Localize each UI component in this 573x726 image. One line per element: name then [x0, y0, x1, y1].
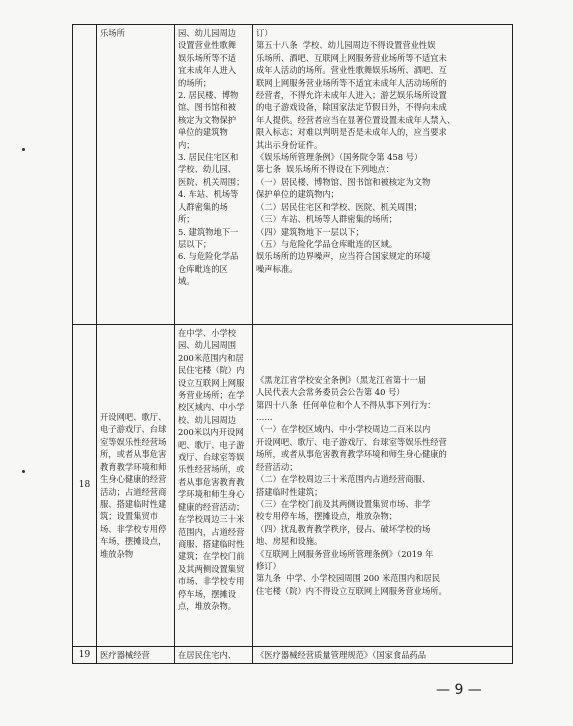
row-number: 19 [73, 647, 97, 664]
text-line: 《黑龙江省学校安全条例》（黑龙江省第十一届 [256, 374, 427, 385]
category-cell: 乐场所 [97, 25, 175, 325]
text-line: 经营者，不得允许未成年人进入；游艺娱乐场所设置 [256, 90, 447, 101]
text-line: （四）扰乱教育教学秩序，侵占、破坏学校的场 [256, 523, 431, 534]
text-line: 层以下； [178, 238, 212, 249]
row-number [73, 25, 97, 325]
text-line: （二）居民住宅区和学校、医院、机关周围； [256, 201, 422, 212]
text-line: 搭建临时性建筑； [256, 486, 323, 497]
text-line: 内； [178, 139, 195, 150]
text-line: 成年人活动的场所。营业性歌舞娱乐场所、酒吧、互 [256, 65, 447, 76]
table-row [73, 325, 513, 647]
table-row [73, 647, 513, 664]
text-line: （一）在学校区域内、中小学校周边二百米以内 [256, 424, 431, 435]
text-line: 住宅楼（院）内不得设立互联网上网服务营业场所。 [256, 585, 447, 596]
basis-lines [256, 374, 509, 597]
text-line: 医院、机关周围； [178, 176, 245, 187]
basis-cell [253, 25, 513, 325]
category-cell: 医疗器械经营 [97, 647, 175, 664]
regulation-table [72, 24, 513, 664]
location-cell [175, 25, 253, 325]
text-line: 校专用停车场，摆摊设点，堆放杂物； [256, 511, 398, 522]
text-line: （五）与危险化学品仓库毗连的区域。 [256, 238, 398, 249]
text-line: 4. 车站、机场等 [178, 189, 239, 200]
text-line: 场所，或者从事危害教育教学环境和师生身心健康的 [256, 449, 447, 460]
text-line: 限入标志；对难以判明是否是未成年人的，应当要求 [256, 127, 447, 138]
basis-lines [256, 27, 509, 275]
text-line: （一）居民楼、博物馆、图书馆和被核定为文物 [256, 176, 431, 187]
basis-cell: 《医疗器械经营质量管理规范》（国家食品药品 [253, 647, 513, 664]
text-line: 《娱乐场所管理条例》（国务院令第 458 号） [256, 152, 423, 163]
text-line: 设置营业性歌舞 [178, 40, 237, 51]
text-line: 噪声标准。 [256, 263, 298, 274]
text-line: 保护单位的建筑物内； [256, 189, 339, 200]
text-line: 修订） [256, 560, 281, 571]
text-line: 的电子游戏设备，除国家法定节假日外，不得向未成 [256, 102, 447, 113]
text-line: 订） [256, 28, 273, 38]
text-line: 域。 [178, 276, 195, 287]
text-line: 宜未成年人进入 [178, 65, 237, 76]
text-line: 学校、幼儿园、 [178, 164, 237, 175]
text-line: 娱乐场所等不适 [178, 52, 237, 63]
row-number: 18 [73, 325, 97, 647]
text-line: 第四十八条 任何单位和个人不得从事下列行为： [256, 399, 436, 410]
basis-cell [253, 325, 513, 647]
text-line: 仓库毗连的区 [178, 263, 228, 274]
text-line: 第九条 中学、小学校园周围 200 米范围内和居民 [256, 573, 441, 584]
location-cell: 在中学、小学校园、幼儿园周围200米范围内和居民住宅楼（院）内设立互联网上网服务营业场所；在学校区域内、中小学校、幼儿园周边200米以内开设网吧、歌厅、电子游戏厅、台球室等娱乐性经营场所，或者从事危害教育教学环境和师生身心健康的经营活动；在学校周边三十米范围内，占道经营商服、搭建临时性建筑；在学校门前及其两侧设置集贸市场、非学校专用停车场，摆摊设点，堆放杂物。 [175, 325, 253, 647]
text-line: 开设网吧、歌厅、电子游戏厅、台球室等娱乐性经营 [256, 436, 447, 447]
text-line: 的场所； [178, 77, 212, 88]
text-line: 联网上网服务营业场所等不适宜未成年人活动场所的 [256, 77, 447, 88]
margin-dot [22, 470, 25, 473]
text-line: 2. 居民楼、博物 [178, 90, 239, 101]
text-line: 3. 居民住宅区和 [178, 152, 239, 163]
margin-dot [22, 148, 25, 151]
text-line: 5. 建筑物地下一 [178, 226, 239, 237]
text-line: 娱乐场所的边界噪声，应当符合国家规定的环境 [256, 251, 431, 262]
text-line: 乐场所、酒吧、互联网上网服务营业场所等不适宜未 [256, 52, 447, 63]
text-line: 单位的建筑物 [178, 127, 228, 138]
text-line: 6. 与危险化学品 [178, 251, 239, 262]
text-line: 《互联网上网服务营业场所管理条例》（2019 年 [256, 548, 434, 559]
text-line: 园、幼儿园周边 [178, 28, 237, 38]
text-line: （四）建筑物地下一层以下； [256, 226, 364, 237]
text-line: 人群密集的场 [178, 201, 228, 212]
text-line: （二）在学校周边三十米范围内占道经营商服、 [256, 474, 431, 485]
text-line: 地、房屋和设施。 [256, 536, 323, 547]
text-line: 经营活动； [256, 461, 298, 472]
text-line: 第五十八条 学校、幼儿园周边不得设置营业性娱 [256, 40, 436, 51]
category-cell: 开设网吧、歌厅、电子游戏厅、台球室等娱乐性经营场所，或者从事危害教育教学环境和师生身心健康的经营活动；占道经营商服、搭建临时性建筑；设置集贸市场、非学校专用停车场，摆摊设点，堆放杂物 [97, 325, 175, 647]
location-cell: 在居民住宅内、 [175, 647, 253, 664]
text-line: 核定为文物保护 [178, 114, 237, 125]
text-line: 所； [178, 214, 195, 225]
table-row [73, 25, 513, 325]
text-line: （三）车站、机场等人群密集的场所； [256, 214, 398, 225]
text-line: 其出示身份证件。 [256, 139, 323, 150]
text-line: 第七条 娱乐场所不得设在下列地点： [256, 164, 395, 175]
text-line: 年人提供。经营者应当在显著位置设置未成年人禁入、 [256, 114, 456, 125]
text-line: …… [256, 412, 273, 423]
text-line: 人民代表大会常务委员会公告第 40 号） [256, 387, 405, 398]
text-line: 馆、图书馆和被 [178, 102, 237, 113]
location-lines [178, 27, 249, 288]
page-number: — 9 — [436, 682, 482, 698]
text-line: （三）在学校门前及其两侧设置集贸市场、非学 [256, 498, 431, 509]
